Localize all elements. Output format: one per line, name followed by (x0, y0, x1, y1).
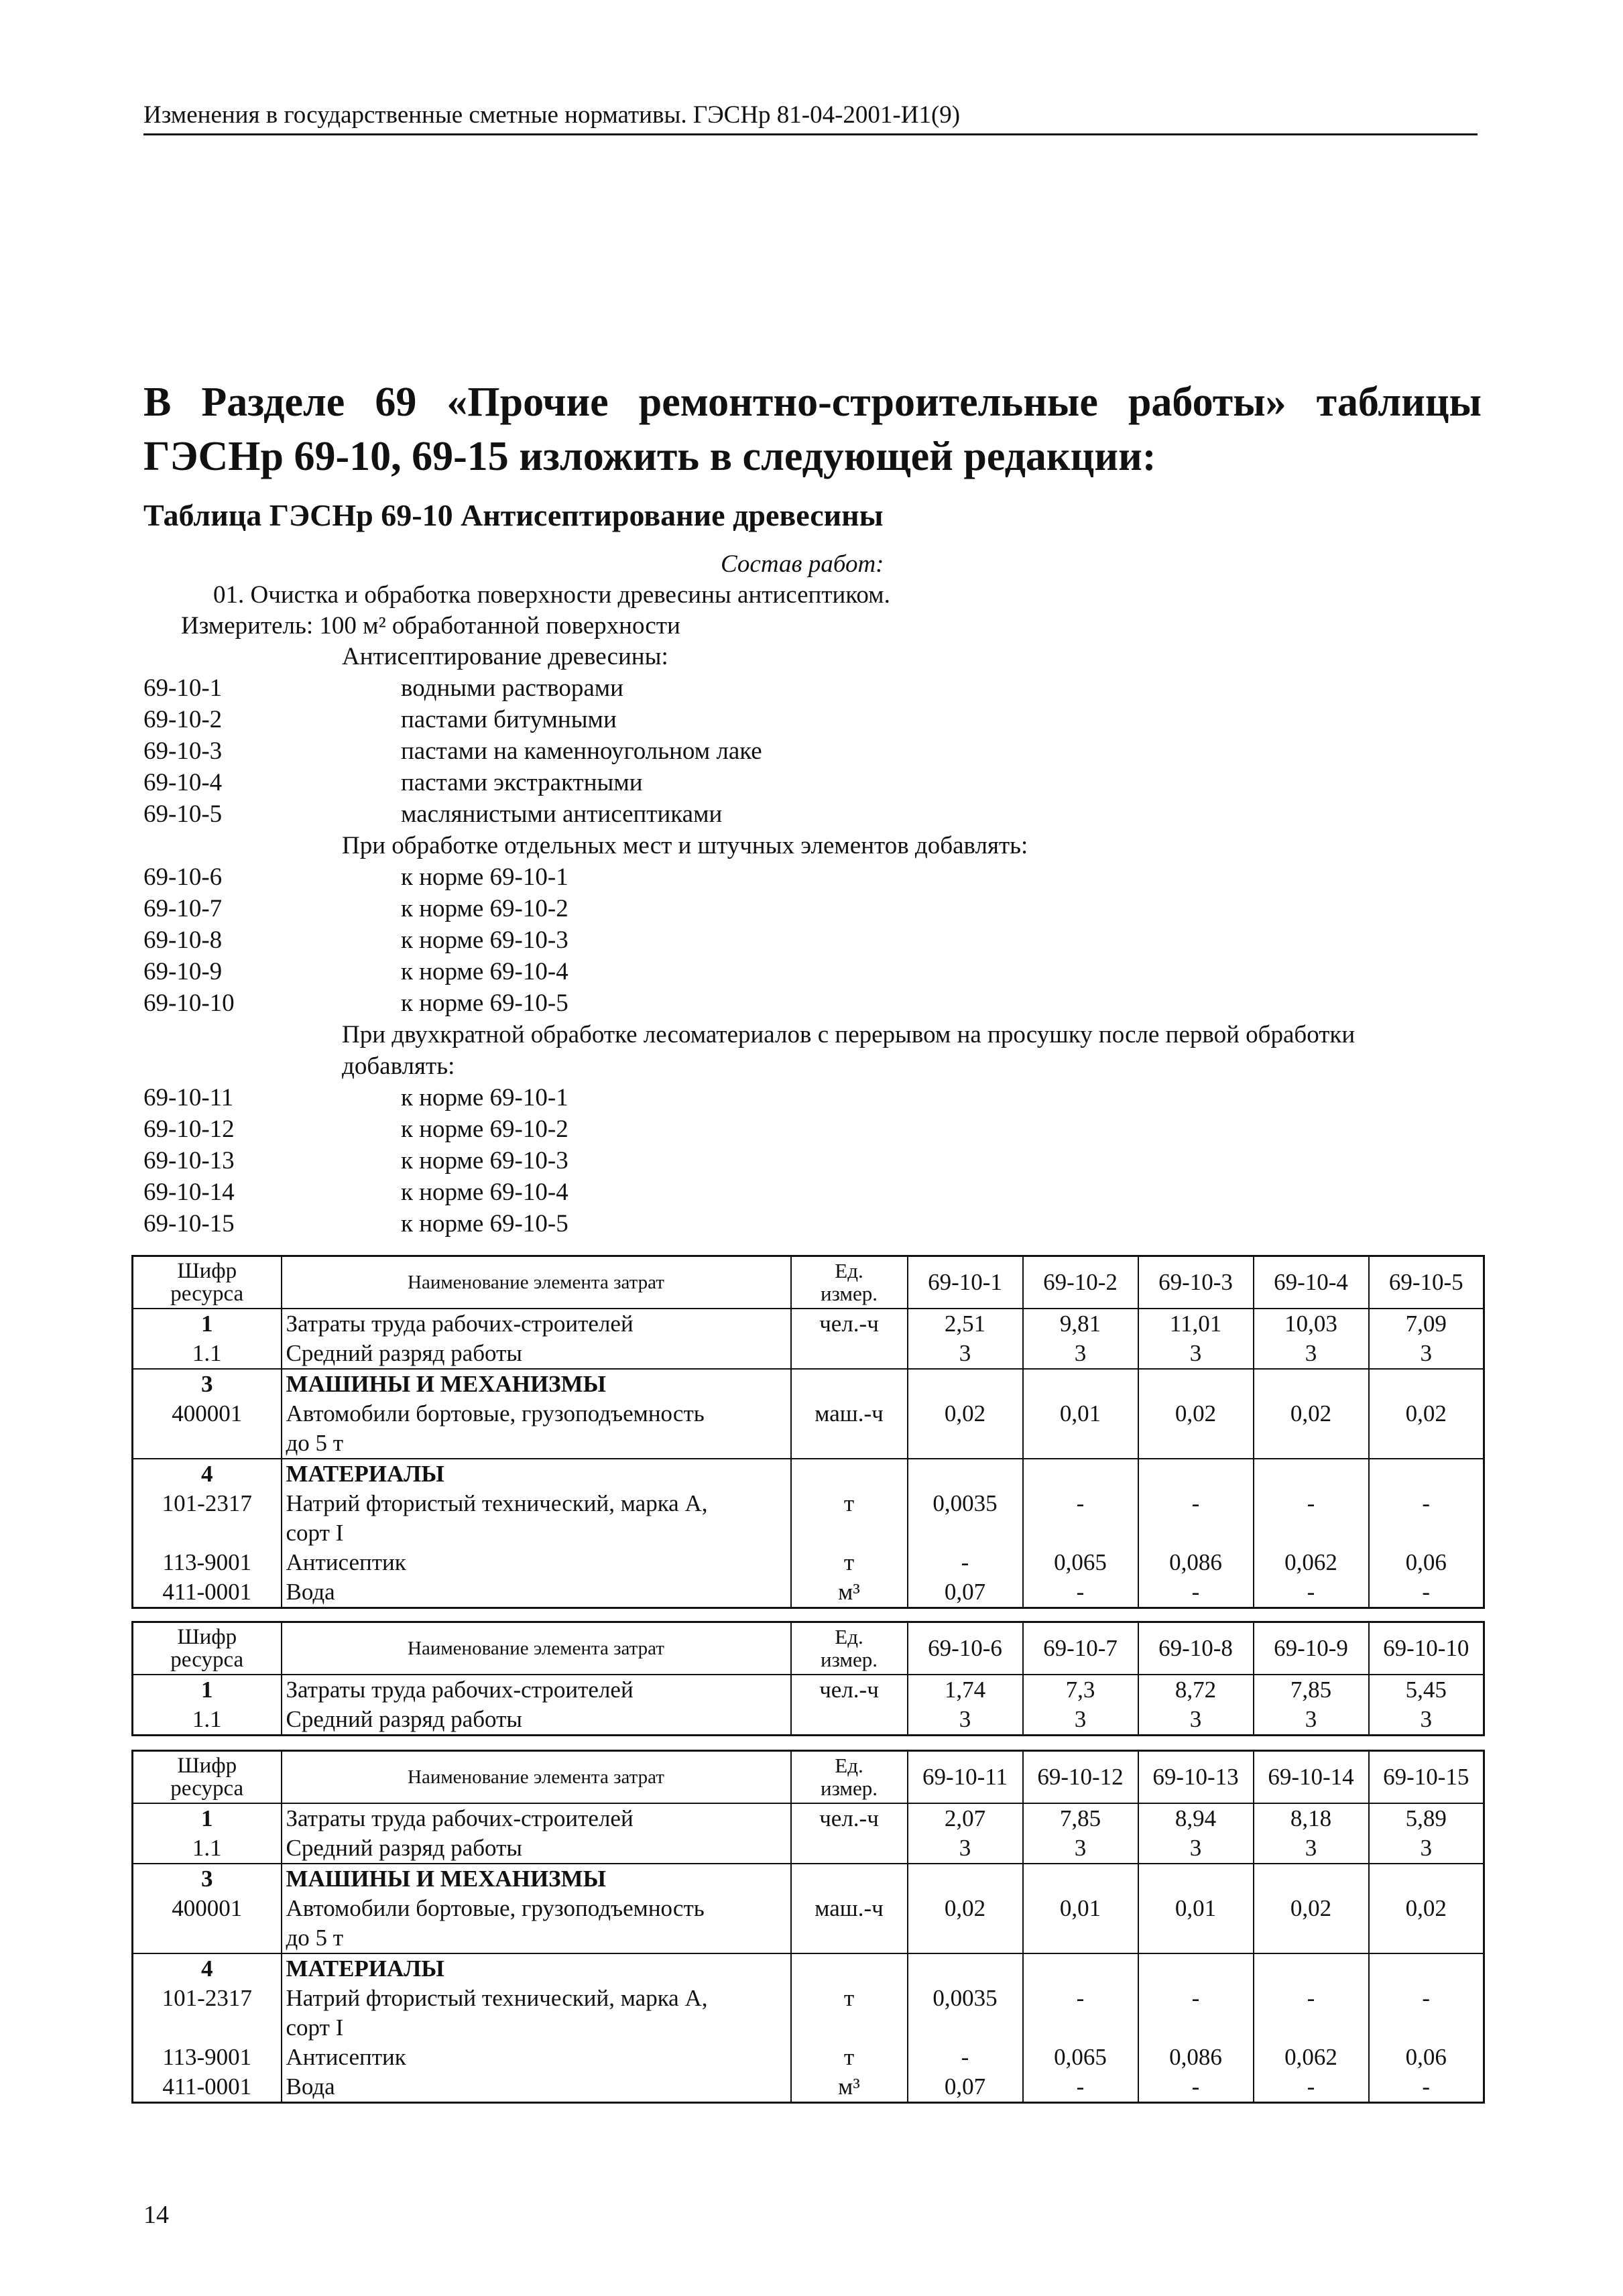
norm-item: к норме 69-10-1 (401, 863, 568, 891)
header-unit: Ед. измер. (791, 1256, 908, 1309)
norm-item: водными растворами (401, 674, 623, 702)
table-row: 400001 Автомобили бортовые, грузоподъемность до 5 т маш.-ч 0,02 0,01 0,02 0,02 0,02 (133, 1399, 1484, 1459)
header-name: Наименование элемента затрат (282, 1256, 791, 1309)
norm-code: 69-10-8 (143, 926, 223, 954)
table-header-row (133, 1256, 1484, 1309)
norm-code: 69-10-14 (143, 1179, 235, 1206)
table-row: 1.1 Средний разряд работы 3 3 3 3 3 (133, 1339, 1484, 1369)
norm-code: 69-10-10 (143, 989, 235, 1017)
norm-table-2 (131, 1621, 1485, 1736)
page-number: 14 (143, 2201, 169, 2229)
norm-code: 69-10-13 (143, 1147, 235, 1174)
header-name: Наименование элемента затрат (282, 1751, 791, 1804)
norm-item: пастами на каменноугольном лаке (401, 737, 762, 765)
measure-unit: Измеритель: 100 м² обработанной поверхности (181, 612, 680, 640)
norm-code: 69-10-5 (143, 800, 223, 828)
work-item: 01. Очистка и обработка поверхности древесины антисептиком. (213, 581, 890, 609)
header-cipher: Шифр ресурса (133, 1622, 282, 1675)
header-norm-col: 69-10-10 (1369, 1622, 1484, 1675)
norm-item: маслянистыми антисептиками (401, 800, 723, 828)
group-title: Антисептирование древесины: (342, 643, 668, 670)
header-norm-col: 69-10-15 (1369, 1751, 1484, 1804)
norm-code: 69-10-15 (143, 1210, 235, 1237)
table-row: 4 МАТЕРИАЛЫ (133, 1459, 1484, 1489)
norm-item: к норме 69-10-2 (401, 895, 568, 922)
norm-code: 69-10-4 (143, 769, 223, 796)
header-cipher: Шифр ресурса (133, 1256, 282, 1309)
norm-item: к норме 69-10-5 (401, 1210, 568, 1237)
group-title-cont: добавлять: (342, 1052, 455, 1080)
table-row: 411-0001 Вода м³ 0,07 - - - - (133, 1577, 1484, 1608)
norm-code: 69-10-6 (143, 863, 223, 891)
norm-item: к норме 69-10-4 (401, 1179, 568, 1206)
norm-code: 69-10-2 (143, 706, 223, 733)
running-header: Изменения в государственные сметные нормативы. ГЭСНр 81-04-2001-И1(9) (143, 101, 1478, 135)
norm-item: к норме 69-10-1 (401, 1084, 568, 1111)
norm-item: к норме 69-10-3 (401, 1147, 568, 1174)
table-row: 1.1 Средний разряд работы 3 3 3 3 3 (133, 1833, 1484, 1864)
norm-code: 69-10-12 (143, 1115, 235, 1143)
norm-table-3 (131, 1750, 1485, 2104)
table-row: 101-2317 Натрий фтористый технический, марка А, сорт I т 0,0035 - - - - (133, 1984, 1484, 2043)
table-header-row (133, 1622, 1484, 1675)
table-row: 411-0001 Вода м³ 0,07 - - - - (133, 2072, 1484, 2103)
header-norm-col: 69-10-11 (908, 1751, 1023, 1804)
work-composition-label: Состав работ: (721, 550, 884, 578)
main-heading: В Разделе 69 «Прочие ремонтно-строительные работы» таблицы ГЭСНр 69-10, 69-15 изложить в следующей редакции: (143, 379, 1482, 479)
table-header-row (133, 1751, 1484, 1804)
header-cipher: Шифр ресурса (133, 1751, 282, 1804)
norm-item: к норме 69-10-5 (401, 989, 568, 1017)
group-title: При обработке отдельных мест и штучных элементов добавлять: (342, 832, 1028, 859)
header-norm-col: 69-10-5 (1369, 1256, 1484, 1309)
table-row: 113-9001 Антисептик т - 0,065 0,086 0,062 0,06 (133, 2043, 1484, 2072)
header-norm-col: 69-10-13 (1138, 1751, 1254, 1804)
header-norm-col: 69-10-12 (1023, 1751, 1138, 1804)
table-row: 400001 Автомобили бортовые, грузоподъемность до 5 т маш.-ч 0,02 0,01 0,01 0,02 0,02 (133, 1894, 1484, 1953)
table-row: 1.1 Средний разряд работы 3 3 3 3 3 (133, 1705, 1484, 1736)
norm-code: 69-10-3 (143, 737, 223, 765)
header-name: Наименование элемента затрат (282, 1622, 791, 1675)
table-row: 101-2317 Натрий фтористый технический, марка А, сорт I т 0,0035 - - - - (133, 1489, 1484, 1548)
table-title: Таблица ГЭСНр 69-10 Антисептирование древесины (143, 498, 884, 532)
norm-table-1 (131, 1255, 1485, 1609)
header-norm-col: 69-10-1 (908, 1256, 1023, 1309)
table-row: 1 Затраты труда рабочих-строителей чел.-ч 2,51 9,81 11,01 10,03 7,09 (133, 1309, 1484, 1339)
header-norm-col: 69-10-6 (908, 1622, 1023, 1675)
header-norm-col: 69-10-4 (1254, 1256, 1369, 1309)
header-norm-col: 69-10-14 (1254, 1751, 1369, 1804)
header-norm-col: 69-10-3 (1138, 1256, 1254, 1309)
norm-item: пастами битумными (401, 706, 617, 733)
header-norm-col: 69-10-9 (1254, 1622, 1369, 1675)
norm-item: к норме 69-10-4 (401, 958, 568, 985)
norm-code: 69-10-1 (143, 674, 223, 702)
header-norm-col: 69-10-2 (1023, 1256, 1138, 1309)
header-norm-col: 69-10-7 (1023, 1622, 1138, 1675)
norm-code: 69-10-9 (143, 958, 223, 985)
table-row: 1 Затраты труда рабочих-строителей чел.-ч 1,74 7,3 8,72 7,85 5,45 (133, 1675, 1484, 1705)
table-row: 3 МАШИНЫ И МЕХАНИЗМЫ (133, 1864, 1484, 1894)
table-row: 113-9001 Антисептик т - 0,065 0,086 0,062 0,06 (133, 1548, 1484, 1577)
norm-item: к норме 69-10-3 (401, 926, 568, 954)
header-unit: Ед. измер. (791, 1751, 908, 1804)
header-unit: Ед. измер. (791, 1622, 908, 1675)
norm-item: к норме 69-10-2 (401, 1115, 568, 1143)
header-norm-col: 69-10-8 (1138, 1622, 1254, 1675)
table-row: 3 МАШИНЫ И МЕХАНИЗМЫ (133, 1369, 1484, 1399)
table-row: 1 Затраты труда рабочих-строителей чел.-ч 2,07 7,85 8,94 8,18 5,89 (133, 1803, 1484, 1833)
norm-code: 69-10-7 (143, 895, 223, 922)
norm-item: пастами экстрактными (401, 769, 643, 796)
norm-code: 69-10-11 (143, 1084, 234, 1111)
table-row: 4 МАТЕРИАЛЫ (133, 1953, 1484, 1984)
group-title: При двухкратной обработке лесоматериалов с перерывом на просушку после первой обработки (342, 1021, 1356, 1048)
